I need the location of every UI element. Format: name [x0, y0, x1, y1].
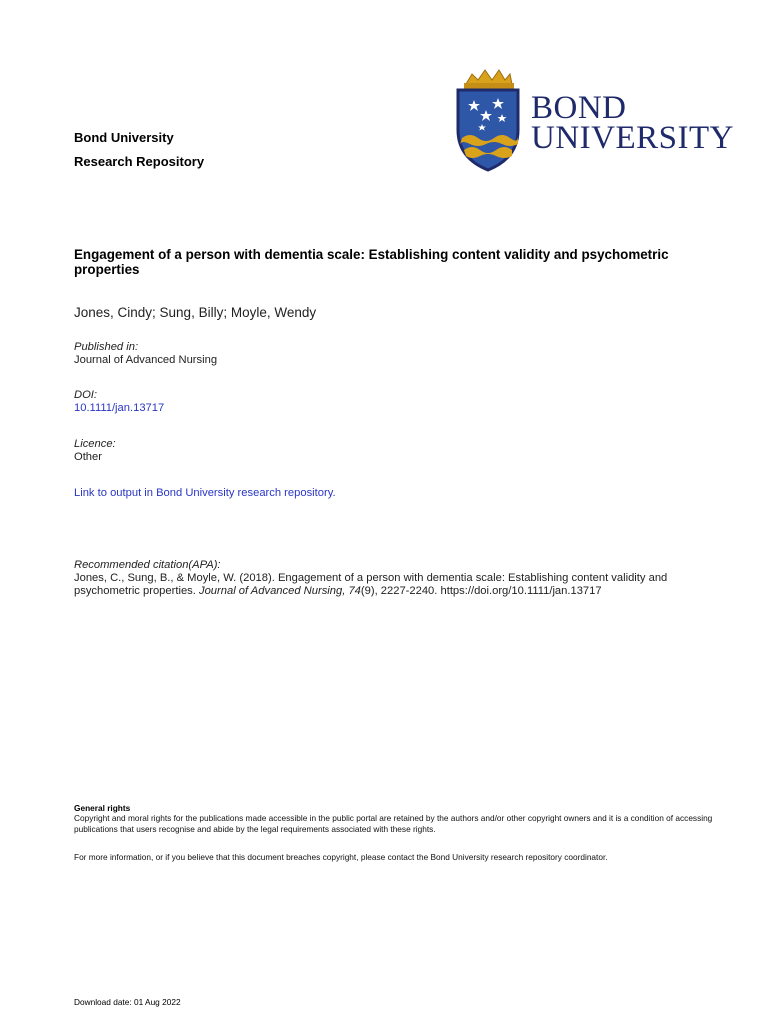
licence-label: Licence: — [74, 438, 116, 450]
doi-label: DOI: — [74, 389, 97, 401]
doi-section — [74, 389, 164, 415]
published-in-value: Journal of Advanced Nursing — [74, 354, 218, 366]
citation-label: Recommended citation(APA): — [74, 559, 221, 571]
citation-section — [74, 559, 734, 598]
licence-value: Other — [74, 451, 102, 463]
crest-icon — [452, 68, 524, 172]
general-rights-text: Copyright and moral rights for the publications made accessible in the public portal are retained by the authors and/or other copyright owners and it is a condition of accessing publications that users recognise and abide by the legal requirements associated with these rights. — [74, 813, 713, 834]
repository-name: Research Repository — [74, 154, 205, 169]
contact-notice: For more information, or if you believe that this document breaches copyright, please contact the Bond University research repository coordinator. — [74, 852, 608, 862]
citation-journal: Journal of Advanced Nursing, 74 — [198, 585, 361, 597]
published-in-label: Published in: — [74, 341, 139, 353]
general-rights-section — [74, 803, 734, 834]
doi-link[interactable]: 10.1111/jan.13717 — [74, 402, 165, 414]
paper-title: Engagement of a person with dementia scale: Establishing content validity and psychometric properties — [74, 247, 669, 277]
paper-authors: Jones, Cindy; Sung, Billy; Moyle, Wendy — [74, 305, 317, 320]
download-date: Download date: 01 Aug 2022 — [74, 997, 181, 1007]
logo-text-bond: BOND — [531, 90, 627, 126]
repository-heading — [74, 126, 204, 174]
published-in-section — [74, 341, 217, 367]
repository-link-row — [74, 487, 336, 500]
repository-output-link[interactable]: Link to output in Bond University research repository. — [74, 487, 336, 499]
repository-university-name: Bond University — [74, 130, 174, 145]
citation-text — [74, 572, 734, 598]
bond-university-logo — [452, 68, 732, 172]
general-rights-heading: General rights — [74, 803, 131, 813]
logo-text-university: UNIVERSITY — [531, 120, 734, 156]
citation-text-start: Jones, C., Sung, B., & Moyle, W. (2018). Engagement of a person with dementia scale: Establishing content validity and psychometric properties. — [74, 572, 668, 597]
licence-section — [74, 438, 116, 464]
citation-text-end: (9), 2227-2240. https://doi.org/10.1111/jan.13717 — [360, 585, 602, 597]
